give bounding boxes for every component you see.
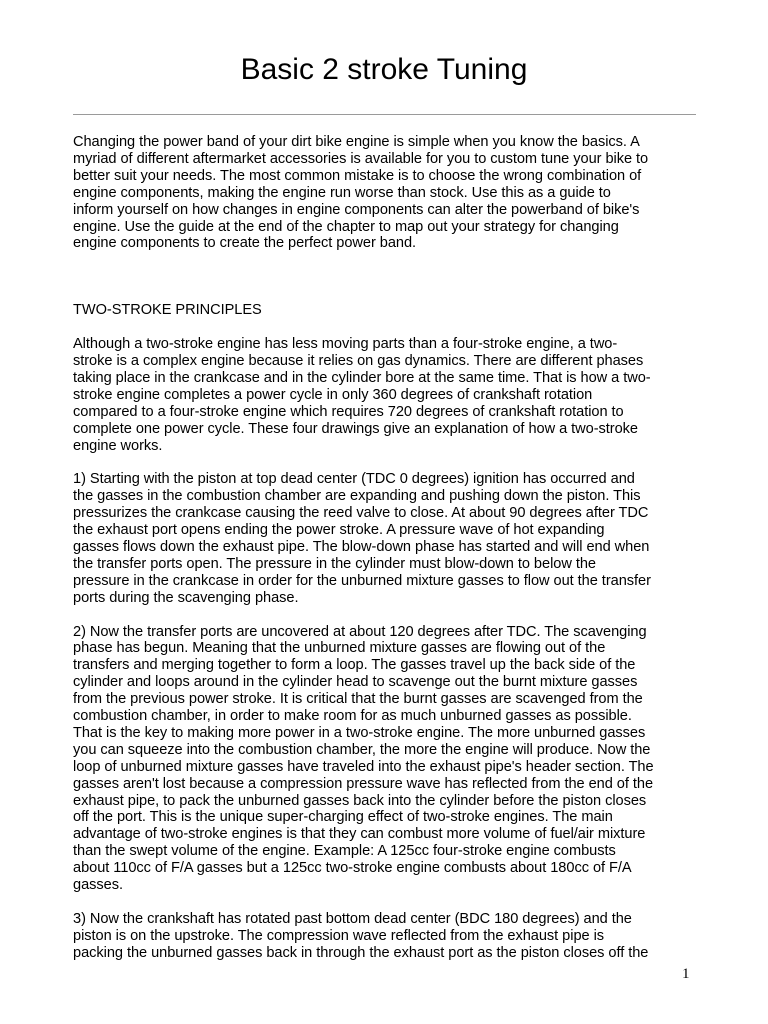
text-line: transfers and merging together to form a loop. The gasses travel up the back side of the <box>73 657 636 674</box>
text-line: phase has begun. Meaning that the unburned mixture gasses are flowing out of the <box>73 640 606 657</box>
text-line: Changing the power band of your dirt bike engine is simple when you know the basics. A <box>73 134 640 150</box>
text-line: complete one power cycle. These four drawings give an explanation of how a two-stroke <box>73 420 638 437</box>
text-line: engine works. <box>73 437 163 454</box>
text-line: engine components, making the engine run worse than stock. Use this as a guide to <box>73 184 611 201</box>
text-line: 1) Starting with the piston at top dead center (TDC 0 degrees) ignition has occurred and <box>73 471 635 488</box>
text-line: Although a two-stroke engine has less moving parts than a four-stroke engine, a two- <box>73 336 618 353</box>
text-line: taking place in the crankcase and in the cylinder bore at the same time. That is how a two- <box>73 369 651 386</box>
text-line: the gasses in the combustion chamber are expanding and pushing down the piston. This <box>73 488 641 505</box>
text-line: loop of unburned mixture gasses have traveled into the exhaust pipe's header section. The <box>73 758 654 775</box>
page-number: 1 <box>682 966 690 982</box>
text-line: stroke is a complex engine because it relies on gas dynamics. There are different phases <box>73 353 644 370</box>
text-line: compared to a four-stroke engine which requires 720 degrees of crankshaft rotation to <box>73 403 624 420</box>
text-line: than the swept volume of the engine. Example: A 125cc four-stroke engine combusts <box>73 843 616 860</box>
text-line: gasses aren't lost because a compression pressure wave has reflected from the end of the <box>73 775 654 792</box>
text-line: gasses flows down the exhaust pipe. The blow-down phase has started and will end when <box>73 539 650 555</box>
text-line: you can squeeze into the combustion chamber, the more the engine will produce. Now the <box>73 741 651 758</box>
text-line: cylinder and loops around in the cylinder head to scavenge out the burnt mixture gasses <box>73 674 638 691</box>
text-line: engine components to create the perfect power band. <box>73 235 417 252</box>
text-line: advantage of two-stroke engines is that they can combust more volume of fuel/air mixture <box>73 826 646 843</box>
text-line: pressurizes the crankcase causing the reed valve to close. At about 90 degrees after TDC <box>73 505 649 522</box>
text-line: piston is on the upstroke. The compression wave reflected from the exhaust pipe is <box>73 927 605 944</box>
text-line: about 110cc of F/A gasses but a 125cc two-stroke engine combusts about 180cc of F/A <box>73 860 632 877</box>
step-2-paragraph <box>73 624 713 895</box>
text-line: gasses. <box>73 877 123 894</box>
section-heading-text: TWO-STROKE PRINCIPLES <box>73 302 262 319</box>
title-divider <box>73 114 696 115</box>
text-line: the transfer ports open. The pressure in the cylinder must blow-down to below the <box>73 555 596 572</box>
text-line: off the port. This is the unique super-charging effect of two-stroke engines. The main <box>73 809 613 826</box>
intro-paragraph <box>73 134 713 252</box>
text-line: 3) Now the crankshaft has rotated past bottom dead center (BDC 180 degrees) and the <box>73 910 632 927</box>
text-line: combustion chamber, in order to make room for as much unburned gasses as possible. <box>73 708 632 725</box>
step-3-paragraph <box>73 911 713 962</box>
text-line: the exhaust port opens ending the power stroke. A pressure wave of hot expanding <box>73 522 605 539</box>
text-line: exhaust pipe, to pack the unburned gasses back into the cylinder before the piston closes <box>73 792 647 809</box>
text-line: pressure in the crankcase in order for the unburned mixture gasses to flow out the transfer <box>73 572 651 589</box>
principles-paragraph <box>73 336 713 454</box>
text-line: better suit your needs. The most common mistake is to choose the wrong combination of <box>73 167 642 184</box>
page-title: Basic 2 stroke Tuning <box>240 53 528 86</box>
text-line: That is the key to making more power in a two-stroke engine. The more unburned gasses <box>73 724 646 741</box>
text-line: stroke engine completes a power cycle in only 360 degrees of crankshaft rotation <box>73 386 593 403</box>
text-line: ports during the scavenging phase. <box>73 589 299 606</box>
text-line: inform yourself on how changes in engine components can alter the powerband of bike's <box>73 201 640 218</box>
text-line: myriad of different aftermarket accessories is available for you to custom tune your bike to <box>73 150 649 167</box>
section-heading <box>73 302 713 319</box>
text-line: 2) Now the transfer ports are uncovered at about 120 degrees after TDC. The scavenging <box>73 623 647 640</box>
document-body <box>73 134 713 979</box>
text-line: packing the unburned gasses back in through the exhaust port as the piston closes off the <box>73 944 649 961</box>
text-line: engine. Use the guide at the end of the chapter to map out your strategy for changing <box>73 218 619 235</box>
text-line: from the previous power stroke. It is critical that the burnt gasses are scavenged from the <box>73 691 643 708</box>
step-1-paragraph <box>73 471 713 606</box>
